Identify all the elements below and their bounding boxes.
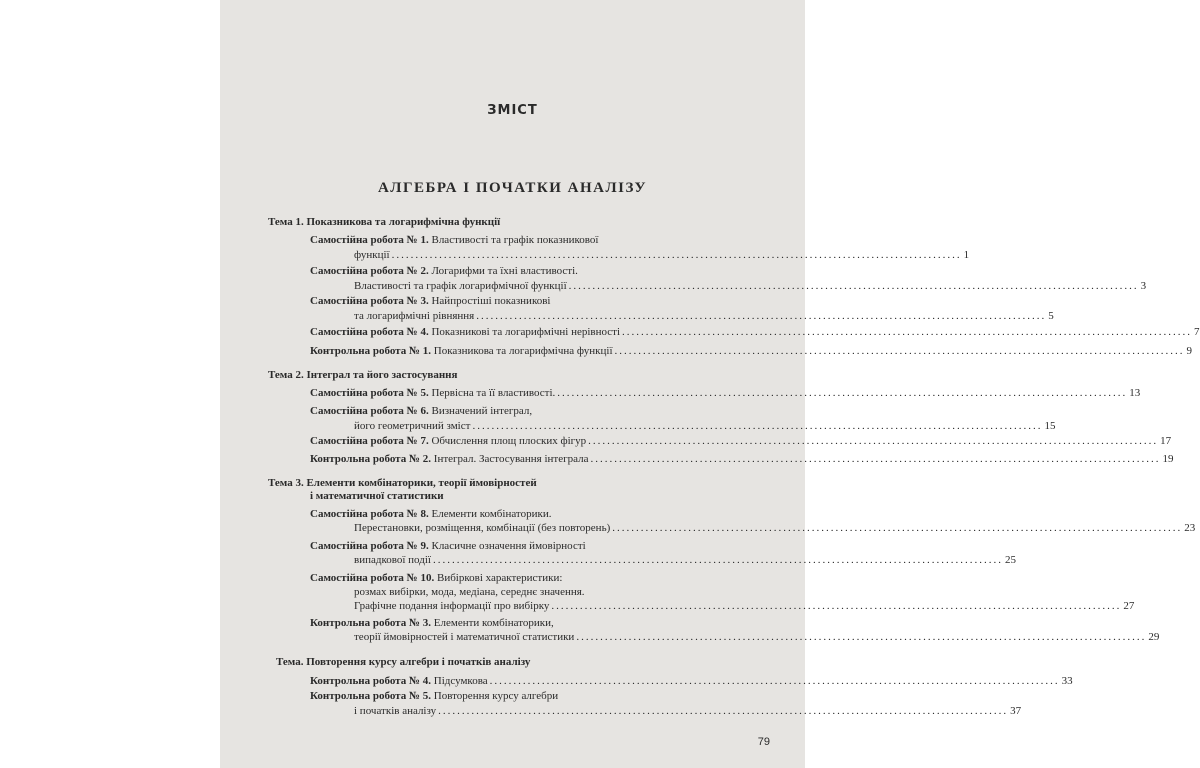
entry-text: функції (354, 249, 390, 261)
entry-text: Повторення курсу алгебри (433, 690, 559, 702)
entry-label: Самостійна робота № 9. (310, 540, 429, 552)
entry-page: 27 (1123, 600, 1135, 612)
entry-text: Властивості та графік логарифмічної функції (354, 280, 567, 292)
leader-dots: ........................................................................................................................ (588, 435, 1159, 447)
leader-dots: ........................................................................................................................ (476, 310, 1047, 322)
leader-dots: ........................................................................................................................ (432, 554, 1003, 566)
entry-text: Підсумкова (433, 675, 488, 687)
leader-dots: ........................................................................................................................ (622, 326, 1193, 338)
entry-text: Показникові та логарифмічні нерівності (431, 326, 621, 338)
toc-entry-line (354, 309, 1054, 324)
entry-label: Самостійна робота № 3. (310, 295, 429, 307)
entry-label: Самостійна робота № 7. (310, 435, 429, 447)
toc-entry-line (354, 419, 1056, 434)
entry-page: 1 (963, 249, 970, 261)
entry-label: Самостійна робота № 5. (310, 387, 429, 399)
toc-entry-line (310, 452, 1174, 467)
entry-page: 15 (1044, 420, 1056, 432)
topic-heading: Тема 1. Показникова та логарифмічна функції (268, 216, 501, 228)
toc-entry-line (310, 616, 726, 631)
entry-text: Елементи комбінаторики, (433, 617, 554, 629)
toc-entry-line (310, 434, 1172, 449)
toc-entry-line (310, 294, 726, 309)
leader-dots: ........................................................................................................................ (612, 522, 1183, 534)
toc-entry-line (310, 404, 726, 419)
toc-entry-line (310, 386, 1141, 401)
entry-text: Класичне означення ймовірності (431, 540, 586, 552)
entry-text: Показникова та логарифмічна функції (433, 345, 613, 357)
entry-page: 17 (1160, 435, 1172, 447)
entry-page: 29 (1148, 631, 1160, 643)
entry-page: 3 (1140, 280, 1147, 292)
toc-entry-line (354, 599, 1135, 614)
entry-label: Контрольна робота № 1. (310, 345, 432, 357)
toc-entry-line (310, 325, 1200, 340)
entry-label: Самостійна робота № 8. (310, 508, 429, 520)
leader-dots: ........................................................................................................................ (438, 705, 1009, 717)
page-number: 79 (757, 736, 770, 748)
entry-text: Елементи комбінаторики. (431, 508, 552, 520)
topic-heading: Тема. Повторення курсу алгебри і початків аналізу (276, 656, 531, 668)
toc-entry-line (354, 248, 970, 263)
toc-entry-line (310, 571, 726, 586)
toc-entry-line (354, 521, 1196, 536)
entry-label: Самостійна робота № 2. (310, 265, 429, 277)
entry-page: 9 (1186, 345, 1192, 357)
entry-label: Самостійна робота № 4. (310, 326, 429, 338)
leader-dots: ........................................................................................................................ (489, 675, 1060, 687)
topic-heading-cont: і математичної статистики (310, 490, 444, 502)
entry-text: та логарифмічні рівняння (354, 310, 475, 322)
toc-entry-line (310, 233, 726, 248)
entry-page: 23 (1184, 522, 1196, 534)
entry-text: і початків аналізу (354, 705, 437, 717)
toc-entry-line (354, 279, 1147, 294)
leader-dots: ........................................................................................................................ (614, 345, 1185, 357)
leader-dots: ........................................................................................................................ (568, 280, 1139, 292)
toc-entry-line (310, 689, 726, 704)
toc-entry-line (310, 344, 1192, 359)
leader-dots: ........................................................................................................................ (576, 631, 1147, 643)
entry-label: Самостійна робота № 6. (310, 405, 429, 417)
entry-text: Найпростіші показникові (431, 295, 551, 307)
toc-entry-line (310, 674, 1073, 689)
entry-label: Самостійна робота № 1. (310, 234, 429, 246)
entry-page: 5 (1048, 310, 1054, 322)
leader-dots: ........................................................................................................................ (590, 453, 1161, 465)
entry-label: Самостійна робота № 10. (310, 572, 435, 584)
topic-heading: Тема 2. Інтеграл та його застосування (268, 369, 458, 381)
toc-entry-line (310, 539, 726, 554)
entry-text: Властивості та графік показникової (431, 234, 599, 246)
entry-text: Первісна та її властивості. (431, 387, 556, 399)
book-page (220, 0, 1200, 768)
leader-dots: ........................................................................................................................ (557, 387, 1128, 399)
entry-label: Контрольна робота № 5. (310, 690, 432, 702)
entry-text: Інтеграл. Застосування інтеграла (433, 453, 589, 465)
page-title: ЗМІСТ (487, 103, 538, 118)
entry-text: випадкової події (354, 554, 431, 566)
leader-dots: ........................................................................................................................ (472, 420, 1043, 432)
entry-label: Контрольна робота № 3. (310, 617, 432, 629)
leader-dots: ........................................................................................................................ (551, 600, 1122, 612)
entry-text: Логарифми та їхні властивості. (431, 265, 578, 277)
entry-label: Контрольна робота № 2. (310, 453, 432, 465)
entry-text: його геометричний зміст (354, 420, 471, 432)
entry-page: 7 (1194, 326, 1200, 338)
section-title: АЛГЕБРА І ПОЧАТКИ АНАЛІЗУ (377, 180, 648, 196)
entry-text: Визначений інтеграл, (431, 405, 533, 417)
entry-text: теорії ймовірностей і математичної статистики (354, 631, 575, 643)
toc-entry-line (310, 264, 726, 279)
toc-entry-line (354, 630, 1160, 645)
entry-page: 33 (1061, 675, 1073, 687)
entry-page: 25 (1004, 554, 1016, 566)
entry-text: Вибіркові характеристики: (436, 572, 563, 584)
entry-text: Обчислення площ плоских фігур (431, 435, 587, 447)
entry-page: 13 (1129, 387, 1141, 399)
leader-dots: ........................................................................................................................ (391, 249, 962, 261)
toc-entry-line (354, 704, 1022, 719)
toc-entry-line (354, 553, 1016, 568)
entry-label: Контрольна робота № 4. (310, 675, 432, 687)
entry-page: 37 (1010, 705, 1022, 717)
entry-text: Графічне подання інформації про вибірку (354, 600, 550, 612)
topic-heading: Тема 3. Елементи комбінаторики, теорії ймовірностей (268, 477, 537, 489)
entry-page: 19 (1162, 453, 1174, 465)
entry-text: розмах вибірки, мода, медіана, середнє значення. (354, 586, 585, 598)
toc-entry-line (354, 585, 726, 600)
entry-text: Перестановки, розміщення, комбінації (без повторень) (354, 522, 611, 534)
toc-entry-line (310, 507, 726, 522)
